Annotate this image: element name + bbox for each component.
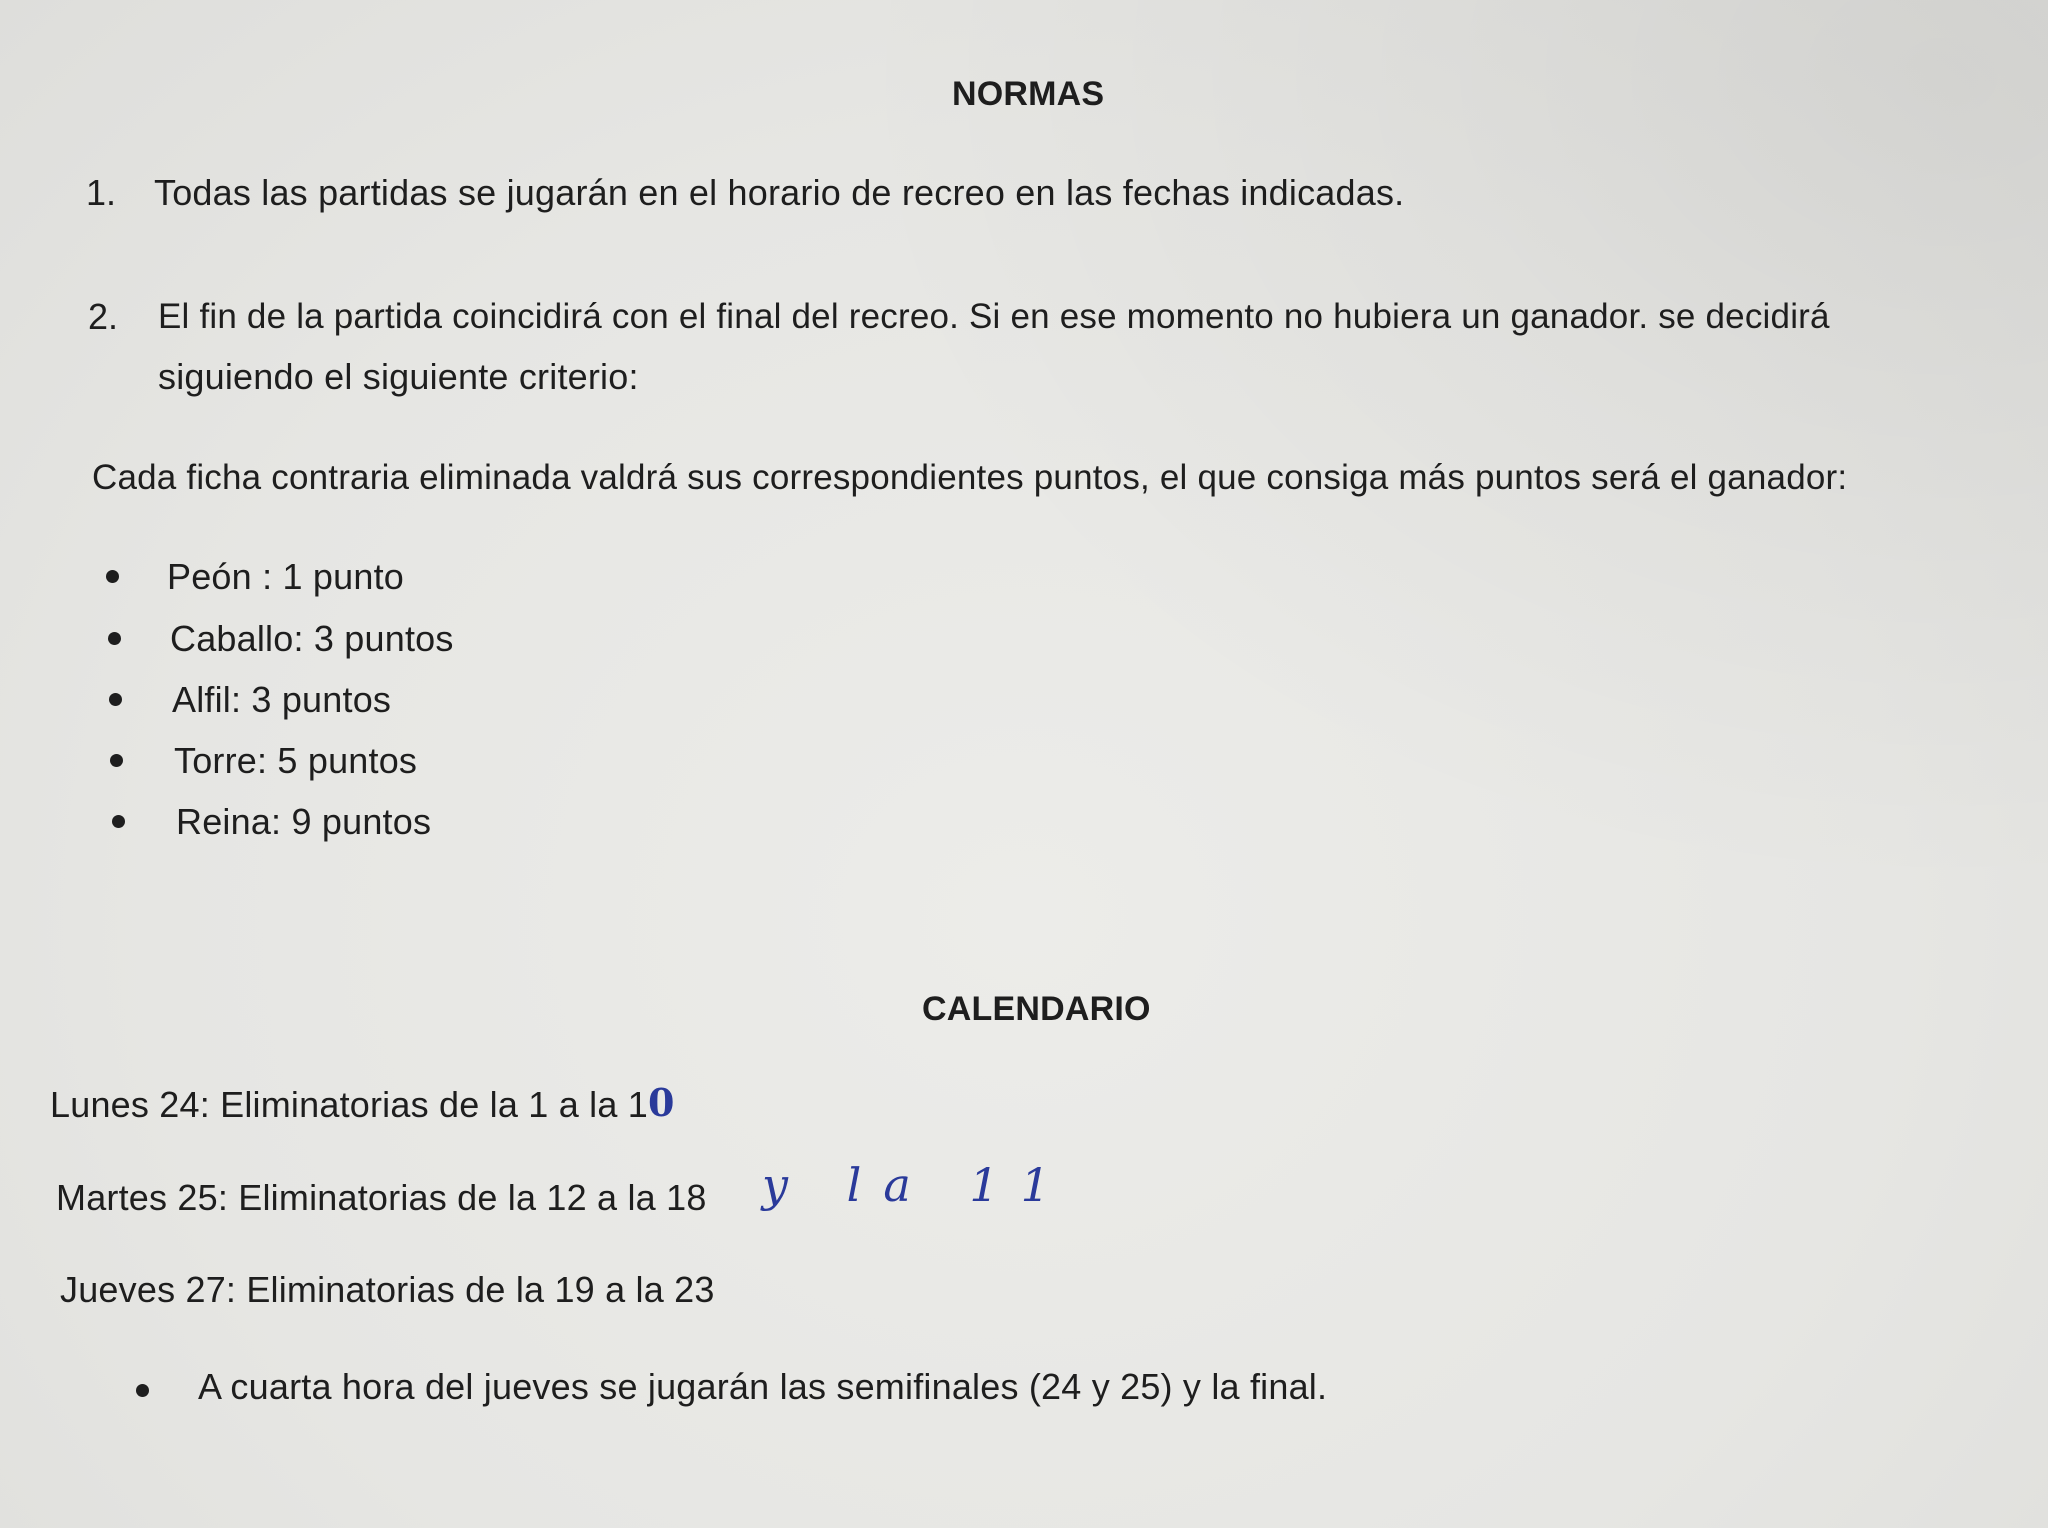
rule-1-number: 1. [86, 172, 117, 213]
piece-item-torre: Torre: 5 puntos [174, 740, 418, 781]
handwritten-correction-lunes: 0 [648, 1080, 675, 1125]
calendar-day-lunes: Lunes 24: Eliminatorias de la 1 a la 1 [50, 1084, 648, 1125]
bullet-icon [108, 632, 121, 645]
piece-item-alfil: Alfil: 3 puntos [172, 679, 392, 720]
bullet-icon [110, 754, 123, 767]
piece-item-peon: Peón : 1 punto [167, 556, 404, 597]
piece-item-caballo: Caballo: 3 puntos [170, 618, 454, 659]
rule-2-line-2: siguiendo el siguiente criterio: [158, 356, 639, 397]
handwritten-note-martes: y la 11 [762, 1158, 1072, 1212]
piece-item-reina: Reina: 9 puntos [176, 801, 432, 842]
calendario-heading: CALENDARIO [922, 990, 1151, 1028]
bullet-icon [109, 693, 122, 706]
rule-2-number: 2. [88, 296, 119, 337]
final-note: A cuarta hora del jueves se jugarán las semifinales (24 y 25) y la final. [198, 1366, 1328, 1407]
bullet-icon [136, 1384, 149, 1397]
bullet-icon [112, 815, 125, 828]
scoring-intro: Cada ficha contraria eliminada valdrá sus correspondientes puntos, el que consiga más puntos será el ganador: [92, 458, 1848, 497]
bullet-icon [106, 570, 119, 583]
calendar-day-martes: Martes 25: Eliminatorias de la 12 a la 18 [56, 1177, 707, 1218]
rule-1-text: Todas las partidas se jugarán en el horario de recreo en las fechas indicadas. [154, 172, 1405, 213]
normas-heading: NORMAS [952, 75, 1105, 113]
rule-2-line-1: El fin de la partida coincidirá con el final del recreo. Si en ese momento no hubiera un ganador. se decidirá [158, 297, 1830, 336]
calendar-day-jueves: Jueves 27: Eliminatorias de la 19 a la 23 [60, 1269, 715, 1310]
